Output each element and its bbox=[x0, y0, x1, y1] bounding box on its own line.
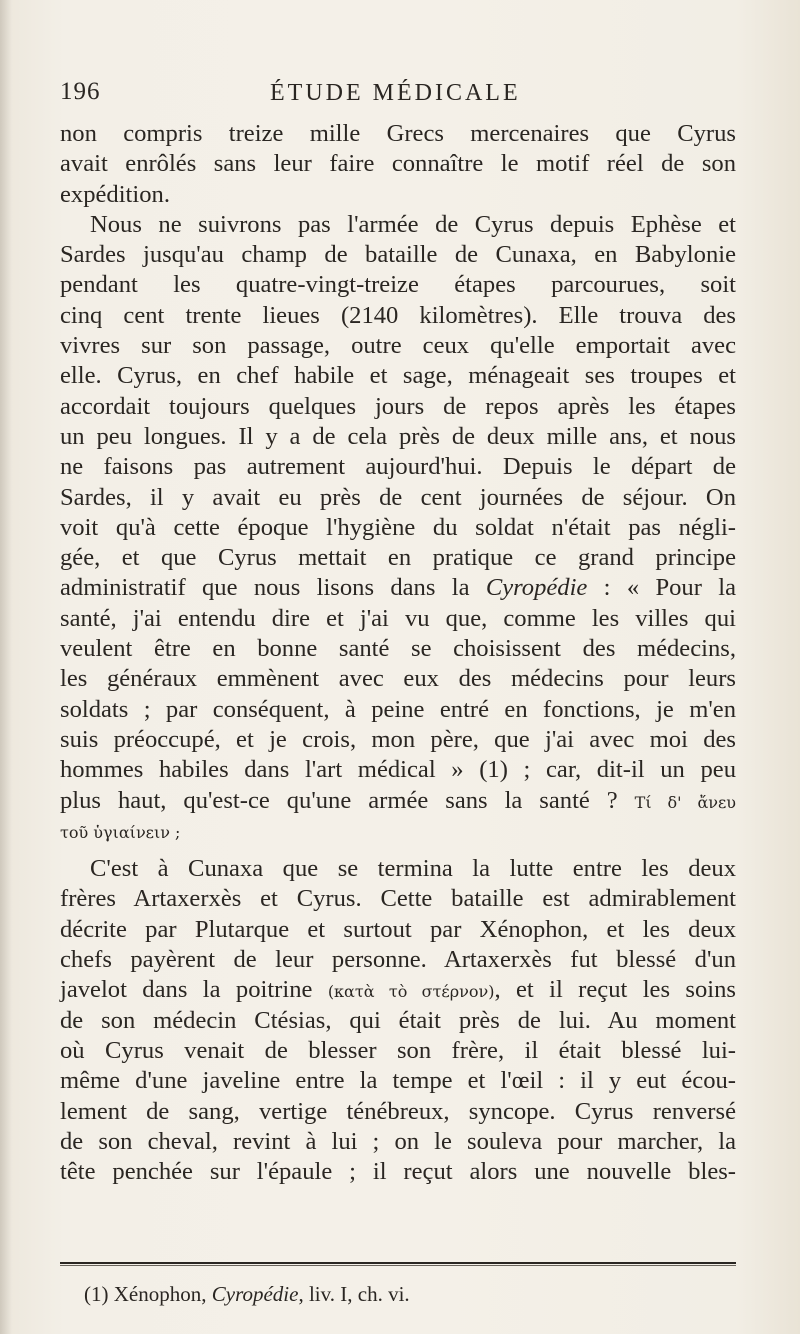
running-title: ÉTUDE MÉDICALE bbox=[270, 80, 521, 106]
page-header bbox=[60, 78, 740, 118]
footnote-marker: (1) bbox=[84, 1282, 109, 1306]
italic-title: Cyropédie bbox=[485, 574, 588, 602]
footnote-separator-thin bbox=[60, 1265, 736, 1266]
text-line: hommes habiles dans l'art médical » (1) ; car, dit-il un peu bbox=[60, 756, 736, 784]
text-line: de son cheval, revint à lui ; on le souleva pour marcher, la bbox=[60, 1127, 736, 1155]
text-line: un peu longues. Il y a de cela près de deux mille ans, et nous bbox=[60, 422, 736, 450]
page-gutter-shadow bbox=[0, 0, 12, 1334]
text-line: Nous ne suivrons pas l'armée de Cyrus depuis Ephèse et bbox=[90, 210, 736, 238]
text-line-with-italic bbox=[60, 573, 736, 603]
text-line: C'est à Cunaxa que se termina la lutte entre les deux bbox=[90, 855, 736, 883]
text-line: non compris treize mille Grecs mercenaires que Cyrus bbox=[60, 120, 736, 147]
text-line: soldats ; par conséquent, à peine entré en fonctions, je m'en bbox=[60, 695, 736, 723]
text-line: les généraux emmènent avec eux des médecins pour leurs bbox=[60, 665, 736, 693]
footnote bbox=[60, 1282, 760, 1306]
body-text bbox=[60, 119, 736, 1187]
text-line: veulent être en bonne santé se choisissent des médecins, bbox=[60, 635, 736, 663]
text-line: pendant les quatre-vingt-treize étapes parcourues, soit bbox=[60, 271, 736, 299]
footnote-work: Cyropédie bbox=[211, 1282, 299, 1306]
greek-text: Τί δ' ἄνευ bbox=[634, 792, 736, 812]
page-number: 196 bbox=[60, 78, 101, 105]
text-line: vivres sur son passage, outre ceux qu'elle emportait avec bbox=[60, 332, 736, 360]
text-line: même d'une javeline entre la tempe et l'œil : il y eut écou- bbox=[60, 1067, 736, 1095]
footnote-ref: , liv. I, ch. vi. bbox=[298, 1282, 410, 1306]
text-line: Sardes jusqu'au champ de bataille de Cunaxa, en Babylonie bbox=[60, 241, 736, 269]
text-line: voit qu'à cette époque l'hygiène du soldat n'était pas négli- bbox=[60, 513, 736, 541]
text-line: expédition. bbox=[60, 180, 170, 208]
text-line-with-greek bbox=[60, 786, 736, 816]
text-line: chefs payèrent de leur personne. Artaxerxès fut blessé d'un bbox=[60, 946, 736, 974]
text-line: suis préoccupé, et je crois, mon père, que j'ai avec moi des bbox=[60, 725, 736, 753]
text-line: frères Artaxerxès et Cyrus. Cette bataille est admirablement bbox=[60, 885, 736, 913]
text-segment: : « Pour la bbox=[587, 574, 736, 602]
text-line: lement de sang, vertige ténébreux, syncope. Cyrus renversé bbox=[60, 1097, 736, 1125]
text-line: décrite par Plutarque et surtout par Xénophon, et les deux bbox=[60, 915, 736, 943]
text-line: ne faisons pas autrement aujourd'hui. Depuis le départ de bbox=[60, 453, 736, 481]
text-line: tête penchée sur l'épaule ; il reçut alors une nouvelle bles- bbox=[60, 1158, 736, 1186]
greek-text: τοῦ ὑγιαίνειν ; bbox=[60, 822, 181, 842]
text-line: elle. Cyrus, en chef habile et sage, ménageait ses troupes et bbox=[60, 362, 736, 390]
text-line: où Cyrus venait de blesser son frère, il était blessé lui- bbox=[60, 1036, 736, 1064]
text-line: accordait toujours quelques jours de repos après les étapes bbox=[60, 392, 736, 420]
text-segment: administratif que nous lisons dans la bbox=[60, 574, 470, 602]
text-segment: , et il reçut les soins bbox=[494, 976, 736, 1004]
text-line: de son médecin Ctésias, qui était près de lui. Au moment bbox=[60, 1006, 736, 1034]
text-line: santé, j'ai entendu dire et j'ai vu que, comme les villes qui bbox=[60, 604, 736, 632]
text-line-with-greek bbox=[60, 975, 736, 1005]
text-line: Sardes, il y avait eu près de cent journées de séjour. On bbox=[60, 483, 736, 511]
text-segment: javelot dans la poitrine bbox=[60, 976, 313, 1004]
text-segment: plus haut, qu'est-ce qu'une armée sans la santé ? bbox=[60, 786, 618, 814]
paragraph-gap bbox=[60, 846, 736, 854]
footnote-separator bbox=[60, 1262, 736, 1264]
greek-line bbox=[60, 816, 736, 846]
text-line: avait enrôlés sans leur faire connaître le motif réel de son bbox=[60, 150, 736, 178]
greek-text: (κατὰ τὸ στέρνον) bbox=[327, 982, 495, 1002]
footnote-author: Xénophon, bbox=[113, 1282, 207, 1306]
text-line: gée, et que Cyrus mettait en pratique ce grand principe bbox=[60, 544, 736, 572]
text-line: cinq cent trente lieues (2140 kilomètres). Elle trouva des bbox=[60, 301, 736, 329]
